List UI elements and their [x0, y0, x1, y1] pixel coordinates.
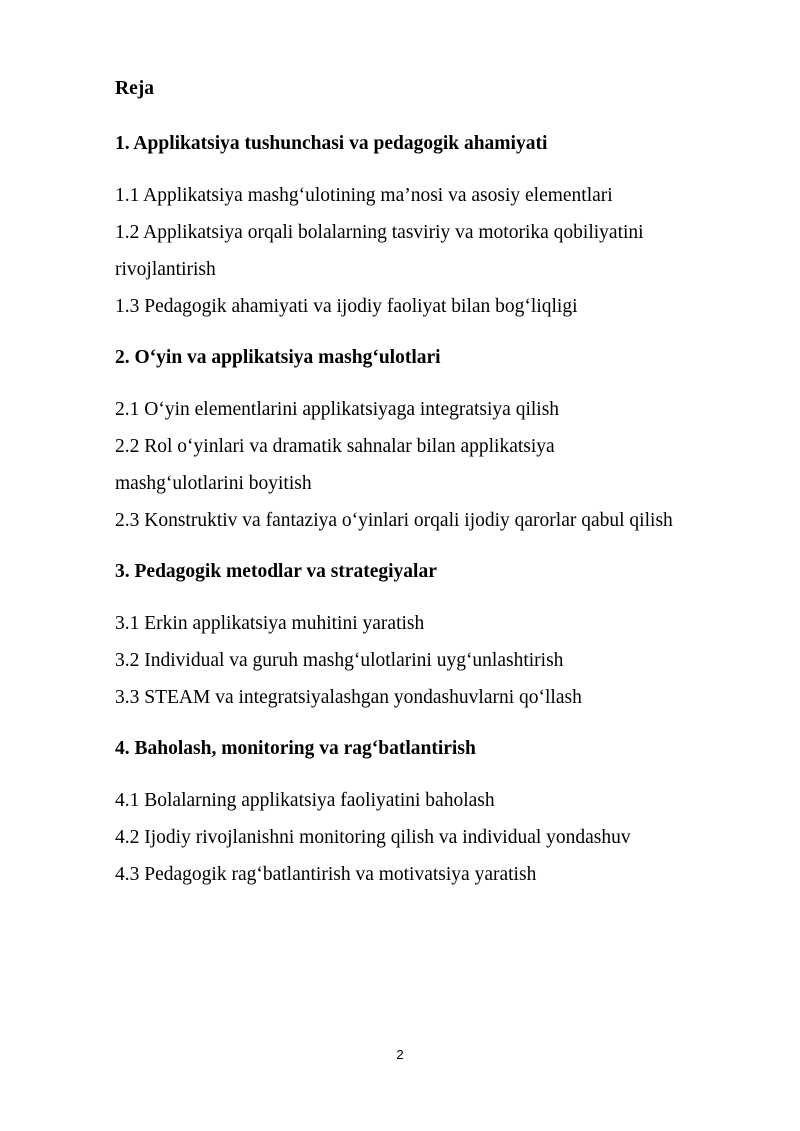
section-4: [115, 736, 755, 893]
section-1: [115, 131, 755, 325]
plan-content: [115, 76, 755, 913]
section-2: [115, 345, 755, 539]
list-item: 2.3 Konstruktiv va fantaziya o‘yinlari orqali ijodiy qarorlar qabul qilish: [115, 510, 673, 531]
section-items: [115, 177, 755, 325]
section-heading: 3. Pedagogik metodlar va strategiyalar: [115, 561, 437, 582]
section-items: [115, 605, 755, 716]
list-item: 4.2 Ijodiy rivojlanishni monitoring qilish va individual yondashuv: [115, 827, 631, 848]
list-item: 4.3 Pedagogik rag‘batlantirish va motivatsiya yaratish: [115, 864, 537, 885]
list-item: mashg‘ulotlarini boyitish: [115, 473, 312, 494]
section-heading: 4. Baholash, monitoring va rag‘batlantirish: [115, 738, 476, 759]
list-item: 2.1 O‘yin elementlarini applikatsiyaga integratsiya qilish: [115, 399, 560, 420]
list-item: 3.2 Individual va guruh mashg‘ulotlarini uyg‘unlashtirish: [115, 650, 564, 671]
list-item: rivojlantirish: [115, 259, 216, 280]
list-item: 1.3 Pedagogik ahamiyati va ijodiy faoliyat bilan bog‘liqligi: [115, 296, 578, 317]
list-item: 3.1 Erkin applikatsiya muhitini yaratish: [115, 613, 425, 634]
list-item: 1.1 Applikatsiya mashg‘ulotining ma’nosi va asosiy elementlari: [115, 185, 613, 206]
document-title: Reja: [115, 78, 154, 99]
section-heading: 1. Applikatsiya tushunchasi va pedagogik ahamiyati: [115, 133, 548, 154]
list-item: 2.2 Rol o‘yinlari va dramatik sahnalar bilan applikatsiya: [115, 436, 555, 457]
list-item: 1.2 Applikatsiya orqali bolalarning tasviriy va motorika qobiliyatini: [115, 222, 644, 243]
page-number: 2: [396, 1047, 404, 1062]
section-heading: 2. O‘yin va applikatsiya mashg‘ulotlari: [115, 347, 441, 368]
section-items: [115, 782, 755, 893]
section-3: [115, 559, 755, 716]
section-items: [115, 391, 755, 539]
list-item: 4.1 Bolalarning applikatsiya faoliyatini baholash: [115, 790, 495, 811]
list-item: 3.3 STEAM va integratsiyalashgan yondashuvlarni qo‘llash: [115, 687, 582, 708]
